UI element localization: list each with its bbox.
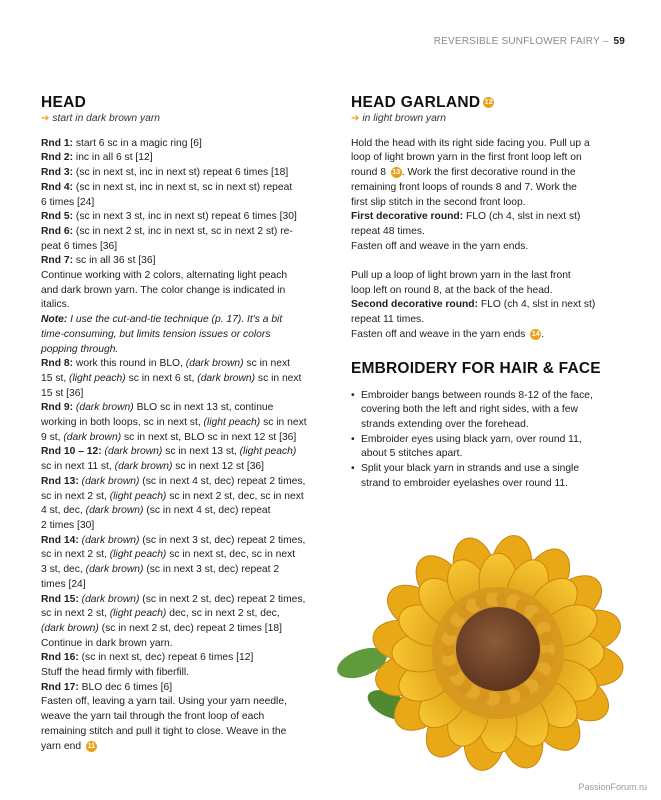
bullet-text: strand to embroider eyelashes over round 11. [361,477,569,489]
instruction-text: first slip stitch in the second front loop. [351,196,526,208]
instruction-text: 15 st, [41,372,70,384]
instruction-line [351,298,623,313]
instruction-text: 6 times [24] [41,196,95,208]
instruction-line [41,269,329,284]
round-label: Rnd 17: [41,681,79,693]
instruction-line [41,372,329,387]
instruction-text: Pull up a loop of light brown yarn in the last front [351,270,571,282]
instruction-text: remaining stitch and pull it tight to close. Weave in the [41,725,287,737]
instruction-line [41,284,329,299]
instruction-text: (light peach) [109,549,167,561]
instruction-text: round 8 [351,167,389,179]
instruction-text: sc in next [260,417,307,429]
instruction-text: sc in next [255,372,302,384]
instruction-line [41,519,329,534]
instruction-text: remaining front loops of rounds 8 and 7. Work the [351,181,577,193]
instruction-text: (sc in next st, inc in next st, sc in next st) repeat [73,181,293,193]
instruction-text: FLO (ch 4, slst in next st) [463,211,581,223]
arrow-right-icon: ➔ [41,113,50,124]
instruction-line [41,666,329,681]
instruction-text: popping through. [41,343,119,355]
garland-heading-text: HEAD GARLAND [351,94,481,111]
instruction-text: (dark brown) [85,505,144,517]
instruction-text: (sc in next 3 st, inc in next st) repeat 6 times [30] [73,211,297,223]
instruction-line [41,460,329,475]
instruction-text: Fasten off and weave in the yarn ends [351,328,529,340]
instruction-text: sc in next 2 st, [41,549,110,561]
instruction-line [41,431,329,446]
instruction-text: Fasten off, leaving a yarn tail. Using your yarn needle, [41,696,287,708]
instruction-text: (dark brown) [63,431,122,443]
instruction-text: (dark brown) [114,461,173,473]
head-instructions [41,137,329,755]
instruction-line [41,548,329,563]
head-heading: HEAD [41,94,87,111]
bullet-text: strands extending over the forehead. [361,418,529,430]
instruction-text: repeat 11 times. [351,314,425,326]
instruction-line [41,298,329,313]
garland-section [351,93,623,491]
round-label: Rnd 10 – 12: [41,446,102,458]
instruction-text: sc in next [243,358,290,370]
instruction-text: peat 6 times [36] [41,240,118,252]
running-header [434,36,625,47]
instruction-line [351,137,623,152]
sunflower-photo [330,515,660,785]
instruction-text: (light peach) [203,417,261,429]
instruction-text: sc in next 2 st, [41,608,110,620]
embroidery-heading: EMBROIDERY FOR HAIR & FACE [351,359,601,377]
instruction-text: Continue working with 2 colors, alternating light peach [41,270,288,282]
instruction-text: (dark brown) [75,402,134,414]
instruction-line [41,563,329,578]
watermark: PassionForum.ru [578,782,647,792]
bullet-text: covering both the left and right sides, with a few [361,404,578,416]
instruction-line [351,196,623,211]
instruction-text: loop of light brown yarn in the first front loop left on [351,152,582,164]
instruction-text: Stuff the head firmly with fiberfill. [41,667,190,679]
instruction-text: work this round in BLO, [73,358,186,370]
bullet-text: • Split your black yarn in strands and use a single [361,463,580,475]
instruction-line [41,416,329,431]
instruction-text: (light peach) [109,490,167,502]
instruction-text: sc in next 2 st, dec, sc in next [166,490,304,502]
instruction-text: sc in next st, dec, sc in next [166,549,296,561]
instruction-text: (sc in next 2 st, dec) repeat 2 times [18] [98,622,282,634]
instruction-text: . [541,328,545,340]
instruction-line [41,681,329,696]
step-number-badge: 13 [392,169,401,177]
instruction-line [351,166,623,181]
instruction-text: and dark brown yarn. The color change is indicated in [41,284,286,296]
instruction-line [41,593,329,608]
instruction-text: weave the yarn tail through the front loop of each [41,711,265,723]
arrow-right-icon: ➔ [351,113,360,124]
paragraph-gap [351,254,623,269]
round-label: First decorative round: [351,211,464,223]
instruction-text: 3 st, dec, [41,564,86,576]
instruction-line [41,710,329,725]
instruction-text: (sc in next st, dec) repeat 6 times [12] [78,652,254,664]
instruction-line [351,313,623,328]
embroidery-bullet [351,462,623,491]
instruction-line [41,401,329,416]
instruction-text: sc in next st, BLO sc in next 12 st [36] [121,431,297,443]
instruction-text: (dark brown) [81,593,140,605]
instruction-text: (dark brown) [197,372,256,384]
instruction-text: BLO sc in next 13 st, continue [133,402,274,414]
header-separator: – [602,36,609,47]
instruction-line [41,725,329,740]
instruction-line [351,181,623,196]
instruction-text: sc in next 12 st [36] [172,461,265,473]
instruction-line [41,534,329,549]
instruction-line [41,196,329,211]
instruction-text: 9 st, [41,431,64,443]
bullet-text: about 5 stitches apart. [361,448,463,460]
instruction-line [351,284,623,299]
instruction-line [41,504,329,519]
instruction-text: times [24] [41,578,86,590]
instruction-line [41,695,329,710]
instruction-text: loop left on round 8, at the back of the head. [351,284,553,296]
instruction-line [41,740,329,755]
instruction-text: (dark brown) [85,564,144,576]
instruction-text: (sc in next 2 st, dec) repeat 2 times, [139,593,306,605]
instruction-text: italics. [41,299,70,311]
instruction-text: I use the cut-and-tie technique (p. 17). It's a bit [67,314,283,326]
instruction-text: (light peach) [239,446,297,458]
round-label: Rnd 13: [41,475,79,487]
round-label: Rnd 14: [41,534,79,546]
instruction-line [351,240,623,255]
instruction-text: sc in next 13 st, [162,446,240,458]
head-section [41,93,329,754]
round-label: Rnd 5: [41,211,74,223]
instruction-text: (sc in next st, inc in next st) repeat 6 times [18] [73,167,289,179]
instruction-text: FLO (ch 4, slst in next st) [478,299,596,311]
instruction-text: (dark brown) [81,475,140,487]
instruction-line [41,328,329,343]
instruction-line [351,269,623,284]
bullet-text: • Embroider bangs between rounds 8-12 of the face, [361,389,593,401]
instruction-text: (light peach) [109,608,167,620]
garland-bobble [540,632,554,646]
round-label: Rnd 4: [41,181,74,193]
instruction-line [351,225,623,240]
instruction-text: dec, sc in next 2 st, dec, [166,608,280,620]
instruction-line [41,475,329,490]
instruction-text: sc in all 36 st [36] [73,255,156,267]
round-label: Note: [41,314,68,326]
instruction-text: (light peach) [69,372,126,384]
instruction-text: sc in next 6 st, [125,372,198,384]
instruction-line [41,637,329,652]
embroidery-bullet [351,389,623,433]
instruction-text: (sc in next 3 st, dec) repeat 2 [143,564,280,576]
round-label: Rnd 3: [41,167,74,179]
round-label: Rnd 8: [41,358,74,370]
instruction-line [41,607,329,622]
instruction-line [41,137,329,152]
step-number-badge: 12 [484,99,494,106]
step-number-badge: 14 [531,330,540,338]
round-label: Rnd 2: [41,152,74,164]
instruction-line [41,210,329,225]
instruction-line [41,254,329,269]
book-title: REVERSIBLE SUNFLOWER FAIRY [433,36,600,47]
instruction-text: 4 st, dec, [41,505,86,517]
instruction-line [41,240,329,255]
instruction-line [351,151,623,166]
head-subtitle-text: start in dark brown yarn [52,113,160,124]
round-label: Rnd 1: [41,137,74,149]
instruction-text: 2 times [30] [41,519,95,531]
instruction-text: working in both loops, sc in next st, [41,417,204,429]
instruction-text: Continue in dark brown yarn. [41,637,173,649]
instruction-text: start 6 sc in a magic ring [6] [73,137,202,149]
instruction-line [41,166,329,181]
round-label: Rnd 7: [41,255,74,267]
instruction-text: Hold the head with its right side facing you. Pull up a [351,137,590,149]
instruction-line [41,578,329,593]
round-label: Rnd 6: [41,225,74,237]
instruction-text: (sc in next 4 st, dec) repeat 2 times, [139,475,306,487]
instruction-line [41,343,329,358]
instruction-text: (dark brown) [81,534,140,546]
instruction-line [41,151,329,166]
flower-head-center [456,607,540,691]
instruction-text: sc in next 11 st, [41,461,115,473]
page-number: 59 [613,36,625,47]
instruction-line [41,181,329,196]
instruction-line [351,328,623,343]
round-label: Second decorative round: [351,299,479,311]
round-label: Rnd 15: [41,593,79,605]
instruction-line [41,622,329,637]
head-subtitle [41,112,329,127]
round-label: Rnd 9: [41,402,74,414]
instruction-text: Fasten off and weave in the yarn ends. [351,240,529,252]
instruction-text: BLO dec 6 times [6] [78,681,173,693]
garland-subtitle-text: in light brown yarn [362,113,446,124]
instruction-text: (sc in next 2 st, inc in next st, sc in next 2 st) re- [73,225,293,237]
instruction-text: 15 st [36] [41,387,84,399]
instruction-text: repeat 48 times. [351,225,425,237]
instruction-line [41,490,329,505]
instruction-text: (dark brown) [41,622,99,634]
instruction-text: inc in all 6 st [12] [73,152,153,164]
instruction-text: (dark brown) [185,358,244,370]
instruction-text: (dark brown) [104,446,163,458]
garland-subtitle [351,112,623,127]
instruction-line [41,387,329,402]
step-number-badge: 11 [87,742,96,750]
garland-heading [351,93,623,112]
instruction-text: (sc in next 4 st, dec) repeat [143,505,271,517]
instruction-text: sc in next 2 st, [41,490,110,502]
bullet-text: • Embroider eyes using black yarn, over round 11, [361,433,582,445]
round-label: Rnd 16: [41,652,79,664]
instruction-line [41,651,329,666]
embroidery-list [351,389,623,492]
instruction-line [41,225,329,240]
instruction-text: (sc in next 3 st, dec) repeat 2 times, [139,534,306,546]
garland-instructions [351,137,623,343]
instruction-line [351,210,623,225]
instruction-line [41,313,329,328]
instruction-text: yarn end [41,740,84,752]
instruction-text: time-consuming, but limits tension issues or colors [41,328,271,340]
instruction-line [41,445,329,460]
embroidery-bullet [351,433,623,462]
instruction-text: . Work the first decorative round in the [401,167,576,179]
instruction-line [41,357,329,372]
